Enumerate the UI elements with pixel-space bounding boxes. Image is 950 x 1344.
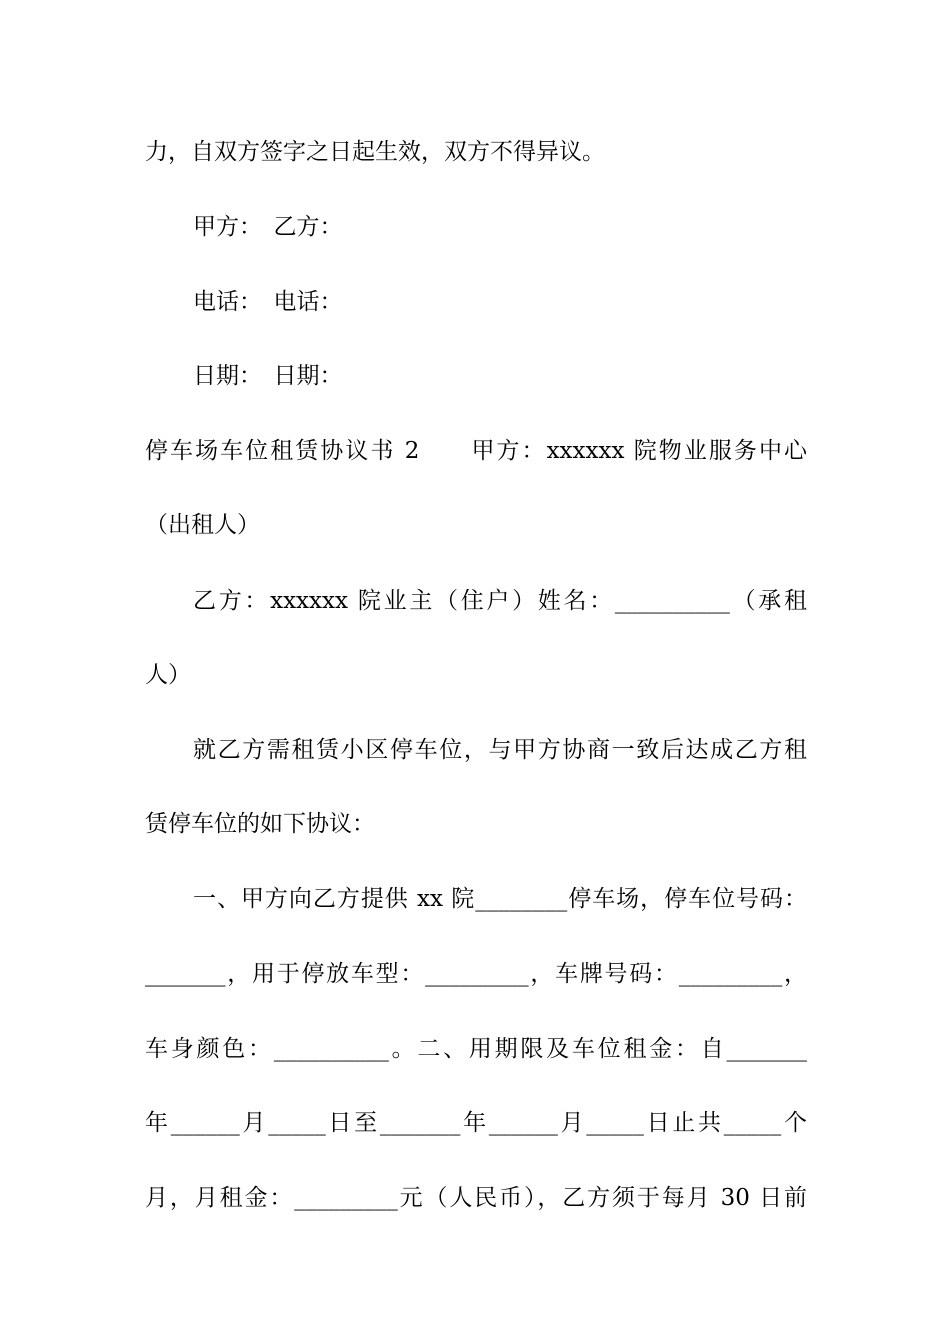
agreement-title-line: 停车场车位租赁协议书 2 甲方：xxxxxx 院物业服务中心 xyxy=(145,438,807,464)
clause-line: 月，月租金：_________元（人民币），乙方须于每月 30 日前 xyxy=(145,1185,807,1211)
clause-line: _______，用于停放车型：_________，车牌号码：_________， xyxy=(145,961,807,987)
text-line: （出租人） xyxy=(145,512,260,538)
signature-party-line: 甲方： 乙方： xyxy=(193,214,343,240)
clause-line: 年______月_____日至_______年______月_____日止共_____个 xyxy=(145,1110,807,1136)
paragraph-line: 就乙方需租赁小区停车位，与甲方协商一致后达成乙方租 xyxy=(193,737,807,763)
text-line: 人） xyxy=(145,662,191,688)
party-b-line: 乙方：xxxxxx 院业主（住户）姓名：__________（承租 xyxy=(193,588,807,614)
text-line: 力，自双方签字之日起生效，双方不得异议。 xyxy=(145,139,605,165)
signature-phone-line: 电话： 电话： xyxy=(193,289,343,315)
clause-line: 车身颜色：__________。二、用期限及车位租金：自_______ xyxy=(145,1036,807,1062)
signature-date-line: 日期： 日期： xyxy=(193,363,343,389)
paragraph-line: 赁停车位的如下协议： xyxy=(145,811,375,837)
clause-line: 一、甲方向乙方提供 xx 院________停车场，停车位号码： xyxy=(193,886,807,912)
